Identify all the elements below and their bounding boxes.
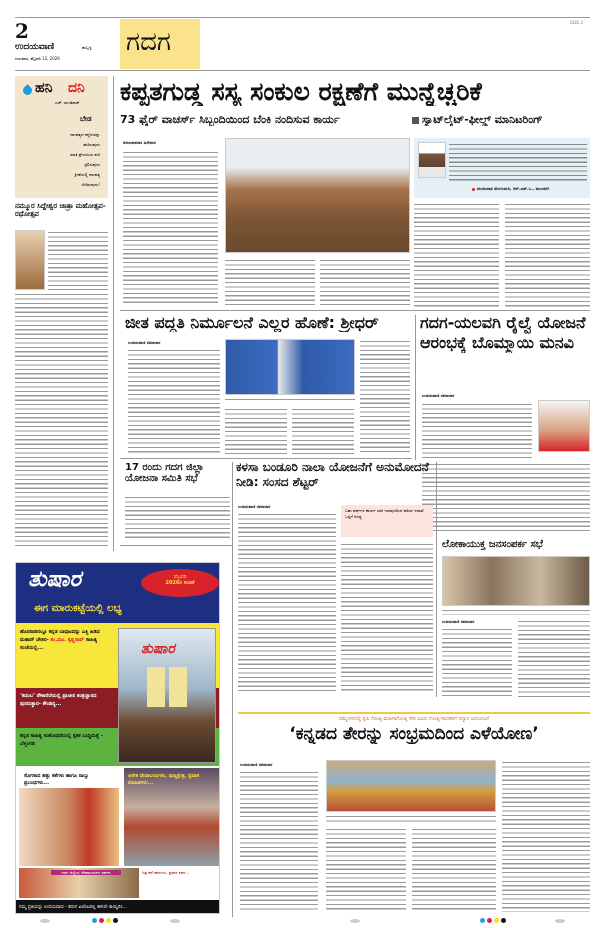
bottom-body	[326, 827, 406, 912]
ad-blurb1-text: ಹೊರನಾಡಿನಲ್ಲೂ ಕನ್ನಡ ಬಾವುಟವನ್ನು ಎತ್ತಿ ಹಿಡಿದ ಮಹಾನ್ ಚೇತನ-	[20, 629, 100, 643]
ad-blurb7: ಚಿತ್ರ ಕಥೆ ಕವನಗಳು, ಪ್ರವಾಸ ಕಥನ...	[142, 870, 190, 875]
ad-tagline: ಈಗ ಮಾರುಕಟ್ಟೆಯಲ್ಲಿ ಲಭ್ಯ	[34, 603, 122, 614]
hani-dani-title-b: ದನಿ	[68, 80, 85, 96]
lead-body	[320, 258, 410, 308]
lead-headline: ಕಪ್ಪತಗುಡ್ಡ ಸಸ್ಯ ಸಂಕುಲ ರಕ್ಷಣೆಗೆ ಮುನ್ನೆಚ್ಚರಿಕೆ	[120, 78, 482, 106]
story5-byline: ಉದಯವಾಣಿ ಸಮಾಚಾರ	[238, 504, 271, 509]
story3-byline: ಉದಯವಾಣಿ ಸಮಾಚಾರ	[422, 393, 455, 398]
bottom-byline: ಉದಯವಾಣಿ ಸಮಾಚಾರ	[240, 762, 273, 767]
edition: ಹುಬ್ಬಳ್ಳಿ	[82, 45, 92, 50]
ad-blurb4: ಸೊಗಸಾದ ಹತ್ತು ಕತೆಗಳು ಹಾಗೂ ನಾಲ್ಕು ಪ್ರಬಂಧಗಳು...	[24, 773, 89, 786]
lead-body	[225, 258, 315, 308]
bottom-headline: ‘ಕನ್ನಡದ ತೇರನ್ನು ಸಂಭ್ರಮದಿಂದ ಎಳೆಯೋಣ’	[289, 725, 539, 744]
bullet-icon	[472, 188, 475, 191]
ad-blurb5: ಅನೇಕ ದೇವಾಲಯಗಳು, ಪುಣ್ಯಕ್ಷೇತ್ರ, ಪ್ರವಾಸ ಮಾಹಿತಿಗಳು...	[128, 773, 200, 786]
ad-brand: ತುಷಾರ	[28, 567, 82, 592]
bullet-square-icon	[412, 117, 419, 124]
lead-body	[414, 202, 499, 307]
poem-line: ಕ್ರೀಡೆಯಲ್ಲಿ ದಾಂಪತ್ಯ	[74, 172, 100, 177]
paper-name: ಉದಯವಾಣಿ	[15, 42, 55, 52]
poem	[30, 130, 100, 190]
lead-body	[123, 150, 218, 305]
bottom-body	[240, 770, 318, 910]
ad-issue-badge	[141, 569, 219, 597]
story6-byline: ಉದಯವಾಣಿ ಸಮಾಚಾರ	[442, 619, 475, 624]
story6-body	[518, 619, 590, 697]
hani-dani-author: ಎಚ್. ಡುಂಡಿರಾಜ್	[55, 100, 80, 105]
ad-blurb1	[20, 628, 115, 652]
bottom-body	[412, 827, 496, 912]
story2-byline: ಉದಯವಾಣಿ ಸಮಾಚಾರ	[128, 340, 161, 345]
story6-headline: ಲೋಕಾಯುಕ್ತ ಜನಸಂಪರ್ಕ ಸಭೆ	[442, 539, 544, 550]
left-story-photo	[15, 230, 45, 290]
story2-body	[292, 407, 354, 455]
story4-body	[125, 495, 230, 540]
registration-marks	[0, 918, 600, 926]
story2-body	[225, 407, 287, 455]
section-title: ಗದಗ	[120, 19, 200, 69]
officer-photo	[418, 142, 446, 178]
story5-headline: ಕಳಸಾ ಬಂಡೂರಿ ನಾಲಾ ಯೋಜನೆಗೆ ಅನುಮೋದನೆ ನೀಡಿ: ಸಂಸದ ಶೆಟ್ಟರ್	[236, 460, 429, 489]
ad-issue-month: ಫೆಬ್ರವರಿ	[173, 574, 187, 580]
quote-attribution: ಮಂಜುನಾಥ ಮೇಗಲಮನಿ, ಆರ್.ಎಫ್.ಒ., ಮುಂಡರಗಿ	[477, 186, 550, 191]
lead-body	[505, 202, 590, 307]
poem-line: ಮಾತಿ ಪ್ರೇಯಸಿಯ ಕುರಿ	[70, 152, 100, 157]
hani-dani-title-a: ಹನಿ	[35, 80, 53, 96]
story2-body	[360, 339, 410, 455]
lead-byline: ಅರುಣಕುಮಾರ ಹಿರೇಮಠ	[123, 140, 156, 145]
date: ಗುರುವಾರ, ಫೆಬ್ರವರಿ 12, 2026	[15, 56, 60, 61]
story2-photo	[225, 339, 355, 395]
sammelana-photo	[326, 760, 496, 812]
quote-text	[449, 142, 587, 182]
lead-subhead: 73 ಫೈರ್ ವಾಚರ್ಸ್ ಸಿಬ್ಬಂದಿಯಿಂದ ಬೆಂಕಿ ನಂದಿಸುವ ಕಾರ್ಯ	[120, 114, 340, 126]
story3-headline: ಗದಗ-ಯಲವಗಿ ರೈಲ್ವೆ ಯೋಜನೆ ಆರಂಭಕ್ಕೆ ಬೊಮ್ಮಾಯಿ ಮನವಿ	[420, 313, 586, 352]
ship-sails	[147, 667, 187, 707]
story5-body	[238, 512, 336, 692]
left-story-body	[48, 230, 108, 290]
story2-caption	[225, 397, 355, 403]
bottom-body	[502, 760, 590, 912]
magazine-cover	[118, 628, 216, 763]
story2-body	[128, 348, 220, 453]
bottom-kicker: ಸಮ್ಮೇಳನದಲ್ಲಿ ಕೃಷಿ ಗೋಷ್ಠಿ-ಮಹಿಳಾಗೋಷ್ಠಿ ಸೇರಿ ವಿವಿಧ ಗೋಷ್ಠಿ-ಸಾಧಕರಿಗೆ ಸನ್ಮಾನ ಆಯೋಜನೆ	[338, 716, 489, 722]
bottom-caption	[326, 814, 496, 823]
story6-body	[442, 627, 512, 697]
ad-blurb6: ಗದಗ ಜಿಲ್ಲೆಯ ದೇವಾಲಯಗಳ ದರ್ಶನ	[51, 870, 121, 875]
page-code: GDG 2	[570, 20, 584, 25]
lokayukta-photo	[442, 556, 590, 606]
story2-headline: ಜೀತ ಪದ್ಧತಿ ನಿರ್ಮೂಲನೆ ಎಲ್ಲರ ಹೊಣೆ: ಶ್ರೀಧರ್	[125, 314, 379, 332]
poem-line: ಸ್ಪೆಲಿಸುವುದು	[84, 162, 100, 167]
bommai-photo	[538, 400, 590, 452]
ad-blurb1-end: ಸಾಹಿತ್ಯ ಸಂಜೆಯಲ್ಲಿ...	[20, 637, 98, 651]
left-story-body	[15, 292, 108, 547]
kappatagudda-photo	[225, 138, 410, 253]
poem-title: ಬೇಡ	[80, 115, 92, 123]
lead-subhead-b: ಸ್ಯಾಟ್‌ಲೈಟ್-ಫೀಲ್ಡ್ ಮಾನಿಟರಿಂಗ್	[422, 114, 543, 126]
ad-issue-year: 2026ರ ಸಂಚಿಕೆ	[165, 580, 195, 586]
ad-blurb2: ‘ಕದಂಬ’ ನೌಕಾನೆಲೆಯಲ್ಲಿ ಪ್ರಾಚೀನ ತಂತ್ರಜ್ಞಾನದ ಪುನರುತ್ಥಾನ- ಕೌಂಡಿನ್ಯ...	[20, 693, 97, 707]
ad-illustration	[19, 788, 119, 866]
story3-body	[422, 462, 590, 532]
tushara-ad[interactable]	[15, 562, 220, 914]
ad-footer: ನಿಮ್ಮ ಪ್ರತಿಯನ್ನು ಉದಯವಾಣಿ - ತರಂಗ ಏಜೆಂಟರಲ್ಲಿ ಈಗಲೇ ಕಾಯ್ದಿರಿಸಿ...	[16, 900, 220, 914]
ad-blurb3: ಕನ್ನಡ ಸಾಹಿತ್ಯ ಸಂಶೋಧನೆಯಲ್ಲಿ ಕೃತಕ ಬುದ್ಧಿಮತ್ತೆ - ಬೆಳ್ತಂಗಡಿ	[20, 733, 103, 747]
page-number: 2	[15, 19, 29, 43]
poem-line: ದಾಂಪತ್ಯದ ಕಲ್ಲೆದುರನ್ನು	[70, 132, 100, 137]
cover-brand: ತುಷಾರ	[141, 641, 175, 657]
poem-line: ಹುರಿಸುವುದು	[83, 142, 100, 147]
story5-body	[341, 542, 433, 692]
story4-headline: 17 ರಂದು ಗದಗ ಜಿಲ್ಲಾ ಯೋಜನಾ ಸಮಿತಿ ಸಭೆ	[125, 462, 204, 484]
story6-caption	[442, 608, 590, 615]
poem-line: ಬೇಡಿಸುವುದು!	[81, 182, 100, 187]
story3-body	[422, 402, 532, 460]
ad-blurb1-highlight: ಶಂ.ಮಂ. ಕೃಷ್ಣರಾವ್	[50, 637, 85, 643]
left-story-headline: ನಮ್ಮೂರ ಸಿದ್ದೇಶ್ವರ ಜಾತ್ರಾ ಮಹೋತ್ಸವ-ರಥೋತ್ಸವ	[15, 203, 106, 218]
story5-highlight-box	[341, 505, 433, 537]
story5-highlight: ಬಹು ವರ್ಷಗಳ ಕಾರ್ಯ ಬಾಕಿ ಇರುವುದರಿಂದ ಪರಿಸರ ಇಲಾಖೆ ಒಪ್ಪಿಗೆ ಅಗತ್ಯ	[345, 508, 424, 519]
